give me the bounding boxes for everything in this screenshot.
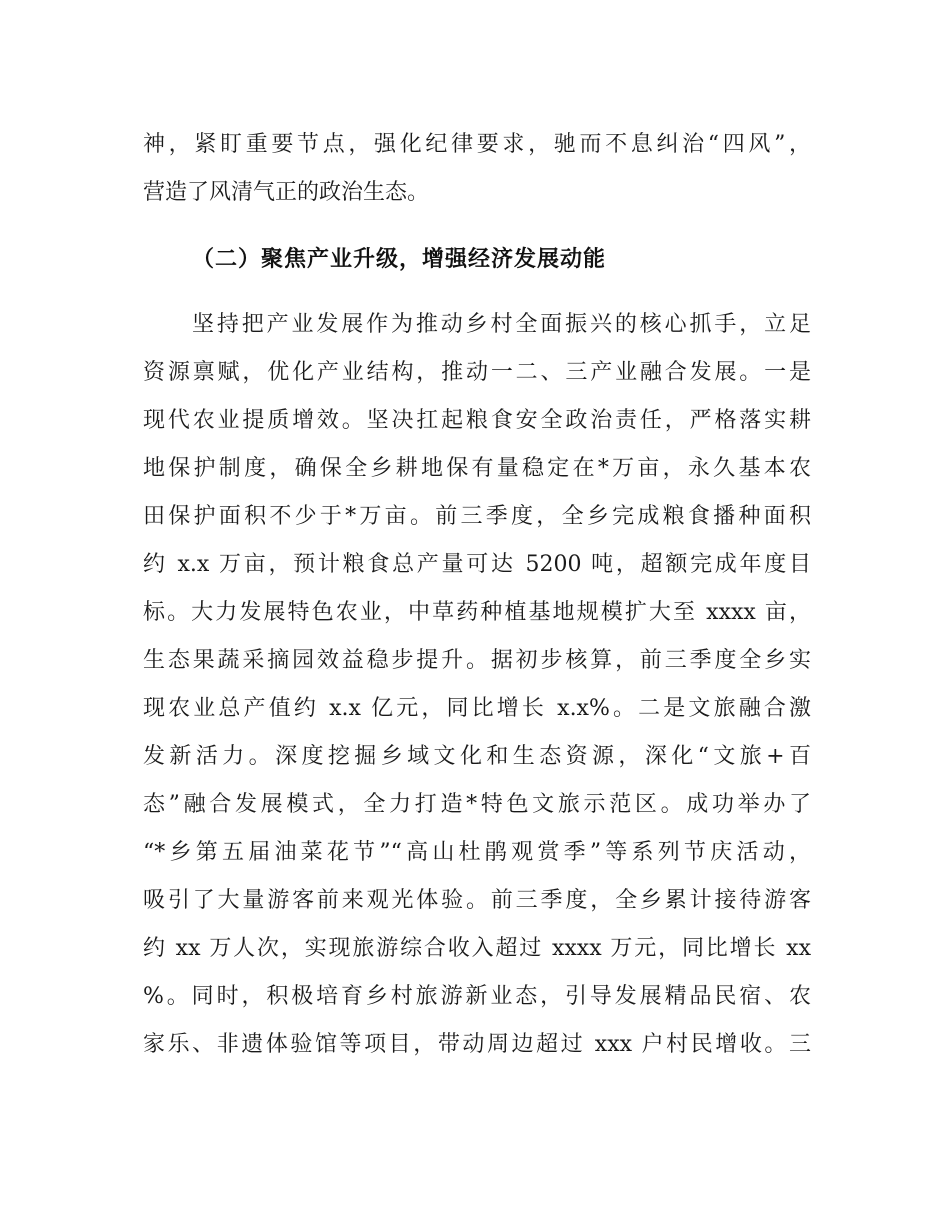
text-line: 吸引了大量游客前来观光体验。前三季度，全乡累计接待游客 <box>143 888 811 913</box>
text-line: 地保护制度，确保全乡耕地保有量稳定在*万亩，永久基本农 <box>143 456 811 481</box>
text-line: 资源禀赋，优化产业结构，推动一二、三产业融合发展。一是 <box>143 360 811 385</box>
text-line: 坚持把产业发展作为推动乡村全面振兴的核心抓手，立足 <box>192 312 811 337</box>
text-line: 田保护面积不少于*万亩。前三季度，全乡完成粮食播种面积 <box>143 504 811 529</box>
text-line: 标。大力发展特色农业，中草药种植基地规模扩大至 xxxx 亩， <box>143 600 811 625</box>
text-line: 态”融合发展模式，全力打造*特色文旅示范区。成功举办了 <box>143 792 811 817</box>
text-line: 生态果蔬采摘园效益稳步提升。据初步核算，前三季度全乡实 <box>143 648 811 673</box>
text-line: 约 x.x 万亩，预计粮食总产量可达 5200 吨，超额完成年度目 <box>143 552 811 577</box>
section-heading: （二）聚焦产业升级，增强经济发展动能 <box>192 247 607 272</box>
text-line: 约 xx 万人次，实现旅游综合收入超过 xxxx 万元，同比增长 xx <box>143 936 811 961</box>
text-line: 现代农业提质增效。坚决扛起粮食安全政治责任，严格落实耕 <box>143 408 811 433</box>
text-line: 家乐、非遗体验馆等项目，带动周边超过 xxx 户村民增收。三 <box>143 1032 811 1057</box>
text-line: “*乡第五届油菜花节”“高山杜鹃观赏季”等系列节庆活动， <box>143 840 811 865</box>
text-line: 现农业总产值约 x.x 亿元，同比增长 x.x%。二是文旅融合激 <box>143 696 811 721</box>
text-line: 神，紧盯重要节点，强化纪律要求，驰而不息纠治“四风”， <box>143 132 811 157</box>
text-line: 营造了风清气正的政治生态。 <box>143 180 430 205</box>
text-line: %。同时，积极培育乡村旅游新业态，引导发展精品民宿、农 <box>143 984 811 1009</box>
text-line: 发新活力。深度挖掘乡域文化和生态资源，深化“文旅+百 <box>143 744 811 769</box>
